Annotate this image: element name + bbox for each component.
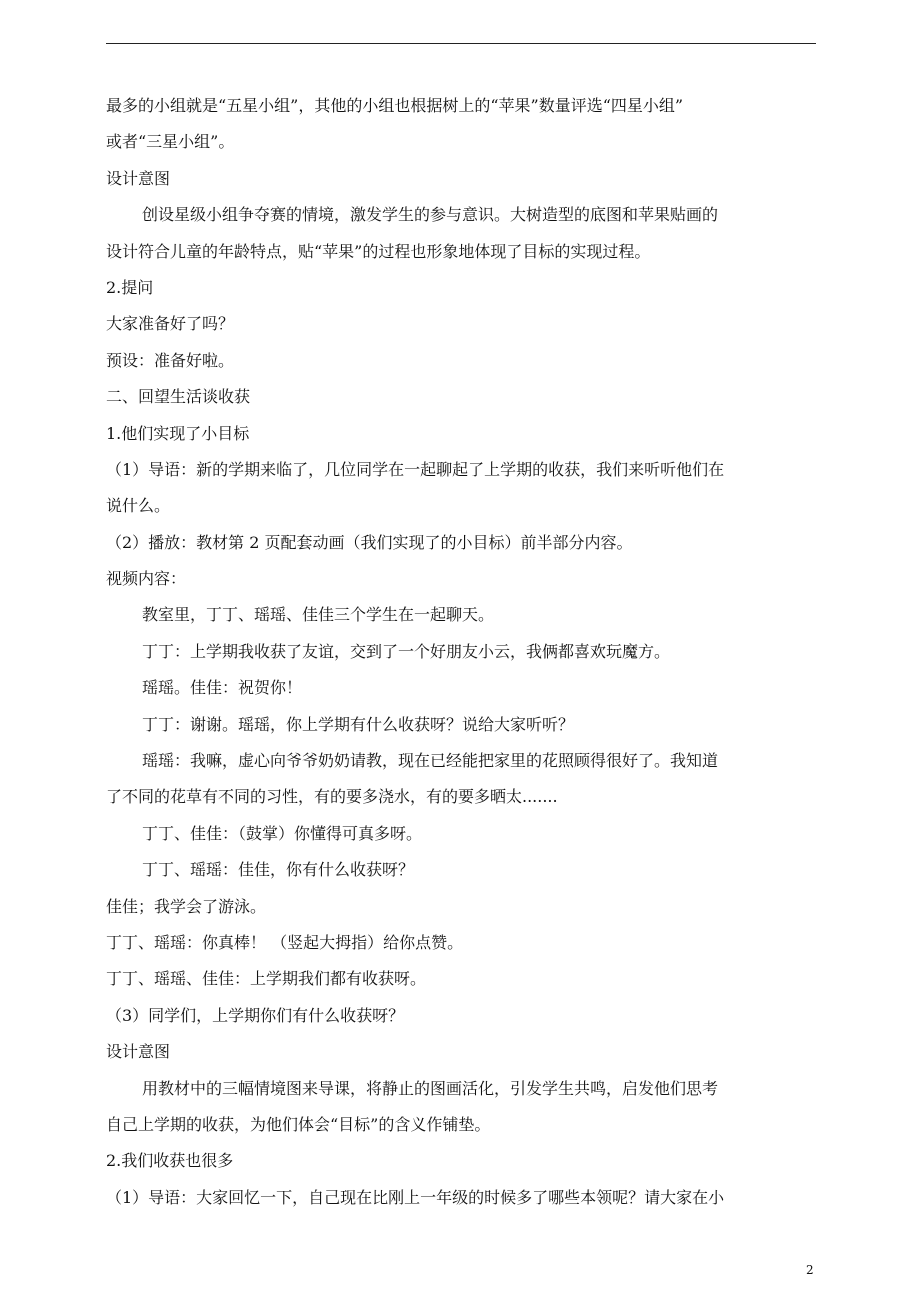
text-line: 1.他们实现了小目标 xyxy=(106,423,250,443)
document-body xyxy=(106,88,818,1216)
text-line: 视频内容： xyxy=(106,569,187,589)
text-line: 或者“三星小组”。 xyxy=(106,132,235,152)
text-line: （3）同学们，上学期你们有什么收获呀？ xyxy=(106,1005,405,1025)
header-rule xyxy=(106,43,816,44)
text-line: （1）导语：新的学期来临了，几位同学在一起聊起了上学期的收获，我们来听听他们在 xyxy=(106,459,725,479)
text-line: 瑶瑶：我嘛，虚心向爷爷奶奶请教，现在已经能把家里的花照顾得很好了。我知道 xyxy=(142,751,719,771)
text-line: 2.提问 xyxy=(106,277,154,297)
text-line: 了不同的花草有不同的习性，有的要多浇水，有的要多晒太....... xyxy=(106,787,558,807)
text-line: 丁丁、瑶瑶：你真棒！ （竖起大拇指）给你点赞。 xyxy=(106,932,464,952)
text-line: 丁丁、瑶瑶：佳佳，你有什么收获呀？ xyxy=(142,860,415,880)
text-line: 丁丁、瑶瑶、佳佳：上学期我们都有收获呀。 xyxy=(106,969,427,989)
text-line: 大家准备好了吗？ xyxy=(106,314,235,334)
page-number: 2 xyxy=(806,1263,814,1277)
text-line: 最多的小组就是“五星小组”，其他的小组也根据树上的“苹果”数量评选“四星小组” xyxy=(106,96,684,115)
text-line: 设计意图 xyxy=(106,168,171,188)
text-line: 丁丁：上学期我收获了友谊，交到了一个好朋友小云，我俩都喜欢玩魔方。 xyxy=(142,641,671,661)
text-line: 自己上学期的收获，为他们体会“目标”的含义作铺垫。 xyxy=(106,1114,491,1134)
text-line: 教室里，丁丁、瑶瑶、佳佳三个学生在一起聊天。 xyxy=(142,605,495,625)
text-line: 二、回望生活谈收获 xyxy=(106,387,251,407)
text-line: 说什么。 xyxy=(106,496,171,516)
text-line: （1）导语：大家回忆一下，自己现在比刚上一年级的时候多了哪些本领呢？请大家在小 xyxy=(106,1187,725,1207)
text-line: 丁丁：谢谢。瑶瑶，你上学期有什么收获呀？说给大家听听？ xyxy=(142,714,575,734)
text-line: 瑶瑶。佳佳：祝贺你！ xyxy=(142,678,303,698)
text-line: 用教材中的三幅情境图来导课，将静止的图画活化，引发学生共鸣，启发他们思考 xyxy=(142,1078,719,1098)
text-line: 设计意图 xyxy=(106,1042,171,1062)
text-line: （2）播放：教材第 2 页配套动画（我们实现了的小目标）前半部分内容。 xyxy=(106,532,633,552)
text-line: 佳佳；我学会了游泳。 xyxy=(106,896,267,916)
text-line: 丁丁、佳佳：（鼓掌）你懂得可真多呀。 xyxy=(142,823,423,843)
text-line: 创设星级小组争夺赛的情境，激发学生的参与意识。大树造型的底图和苹果贴画的 xyxy=(142,205,719,225)
text-line: 预设：准备好啦。 xyxy=(106,350,235,370)
text-line: 设计符合儿童的年龄特点，贴“苹果”的过程也形象地体现了目标的实现过程。 xyxy=(106,241,651,261)
text-line: 2.我们收获也很多 xyxy=(106,1151,234,1171)
